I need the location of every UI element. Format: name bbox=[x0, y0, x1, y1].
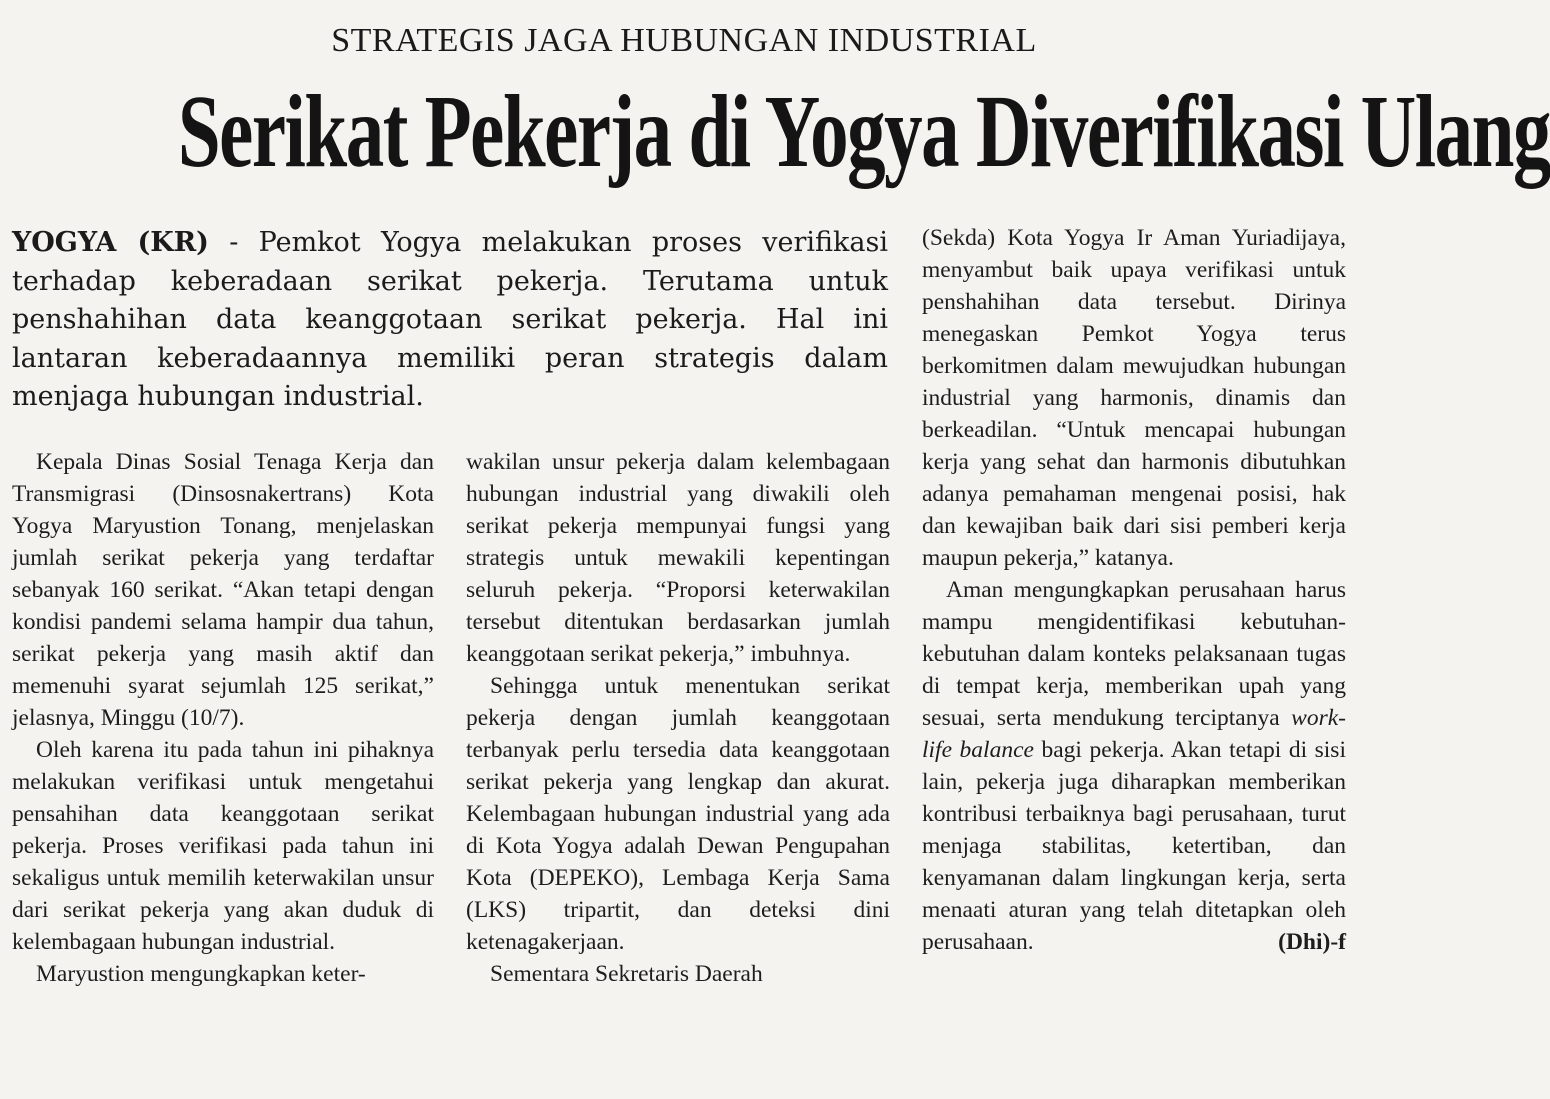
col3-paragraph-2-b: bagi pekerja. Akan tetapi di sisi lain, pekerja juga diharapkan memberikan kontribusi terbaiknya bagi perusahaan, turut menjaga stabilitas, ketertiban, dan kenyamanan dalam lingkungan kerja, serta menaati aturan yang telah ditetapkan oleh perusahaan. bbox=[922, 737, 1346, 955]
column-3 bbox=[922, 222, 1346, 958]
column-2 bbox=[466, 446, 890, 990]
col2-paragraph-2: Sehingga untuk menentukan serikat pekerja dengan jumlah keanggotaan terbanyak perlu tersedia data keanggotaan serikat pekerja yang lengkap dan akurat. Kelembagaan hubungan industrial yang ada di Kota Yogya adalah Dewan Pengupahan Kota (DEPEKO), Lembaga Kerja Sama (LKS) tripartit, dan deteksi dini ketenagakerjaan. bbox=[466, 673, 890, 955]
col3-paragraph-2-a: Aman mengungkapkan perusahaan harus mampu mengidentifikasi kebutuhan-kebutuhan dalam konteks pelaksanaan tugas di tempat kerja, memberikan upah yang sesuai, serta mendukung terciptanya bbox=[922, 577, 1346, 731]
headline: Serikat Pekerja di Yogya Diverifikasi Ulang bbox=[177, 74, 1550, 189]
col3-paragraph-1: (Sekda) Kota Yogya Ir Aman Yuriadijaya, menyambut baik upaya verifikasi untuk penshahihan data tersebut. Dirinya menegaskan Pemkot Yogya terus berkomitmen dalam mewujudkan hubungan industrial yang harmonis, dinamis dan berkeadilan. “Untuk mencapai hubungan kerja yang sehat dan harmonis dibutuhkan adanya pemahaman mengenai posisi, hak dan kewajiban baik dari sisi pemberi kerja maupun pekerja,” katanya. bbox=[922, 225, 1346, 571]
lead-paragraph bbox=[12, 224, 888, 417]
col3-italic-phrase: work-life balance bbox=[922, 705, 1346, 763]
col2-paragraph-1: wakilan unsur pekerja dalam kelembagaan hubungan industrial yang diwakili oleh serikat pekerja mempunyai fungsi yang strategis untuk mewakili kepentingan seluruh pekerja. “Proporsi keterwakilan tersebut ditentukan berdasarkan jumlah keanggotaan serikat pekerja,” imbuhnya. bbox=[466, 449, 890, 667]
byline: (Dhi)-f bbox=[1278, 929, 1346, 955]
col2-paragraph-3: Sementara Sekretaris Daerah bbox=[490, 961, 763, 987]
kicker-title: STRATEGIS JAGA HUBUNGAN INDUSTRIAL bbox=[331, 22, 1037, 59]
column-1 bbox=[12, 446, 434, 990]
col1-paragraph-1: Kepala Dinas Sosial Tenaga Kerja dan Transmigrasi (Dinsosnakertrans) Kota Yogya Maryustion Tonang, menjelaskan jumlah serikat pekerja yang terdaftar sebanyak 160 serikat. “Akan tetapi dengan kondisi pandemi selama hampir dua tahun, serikat pekerja yang masih aktif dan memenuhi syarat sejumlah 125 serikat,” jelasnya, Minggu (10/7). bbox=[12, 449, 434, 731]
col1-paragraph-3: Maryustion mengungkapkan keter- bbox=[36, 961, 366, 987]
dateline: YOGYA (KR) bbox=[12, 227, 209, 258]
lead-text: - Pemkot Yogya melakukan proses verifikasi terhadap keberadaan serikat pekerja. Terutama untuk penshahihan data keanggotaan serikat pekerja. Hal ini lantaran keberadaannya memiliki peran strategis dalam menjaga hubungan industrial. bbox=[12, 227, 888, 412]
col3-paragraph-2 bbox=[922, 574, 1346, 958]
col1-paragraph-2: Oleh karena itu pada tahun ini pihaknya melakukan verifikasi untuk mengetahui pensahihan data keanggotaan serikat pekerja. Proses verifikasi pada tahun ini sekaligus untuk memilih keterwakilan unsur dari serikat pekerja yang akan duduk di kelembagaan hubungan industrial. bbox=[12, 737, 434, 955]
